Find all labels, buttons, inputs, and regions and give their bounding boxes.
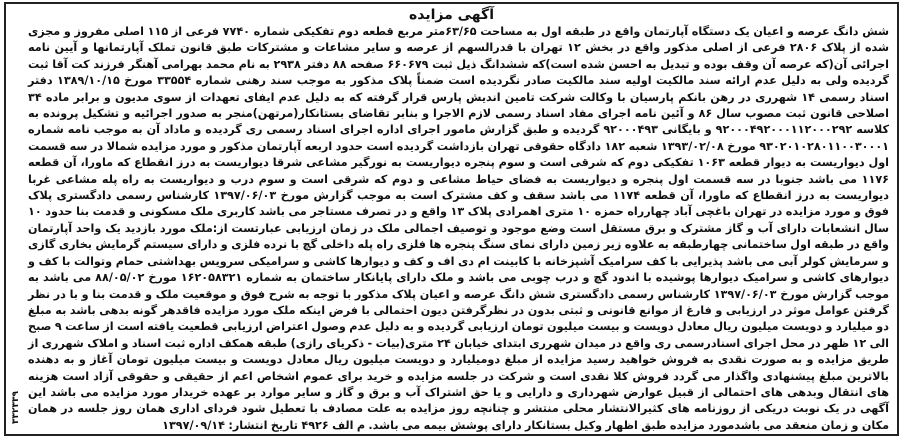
- side-code: ۳۳۲۳۳۹: [11, 391, 21, 424]
- notice-body: شش دانگ عرصه و اعیان یک دستگاه آپارتمان واقع در طبقه اول به مساحت ۶۳/۶۵متر مربع قطعه دوم تفکیکی شماره ۷۷۴۰ فرعی از ۱۱۵ اصلی مفروز و مجزی شده از پلاک ۲۸۰۶ فرعی از اصلی مذکور واقع در بخش ۱۲ تهران با قدرالسهم از عرصه و سایر مشاعات و مشترکات طبق قانون تملک آپارتمانها و آیین نامه اجرائی آن(که عرصه آن وقف بوده و تبدیل به احسن شده است)که ششدانگ ذیل ثبت ۶۶۰۶۷۹ صفحه ۸۸ دفتر ۲۹۳۸ به نام محمد بهرامی آهنگر فرزند کت آقا ثبت گردیده ولی به دلیل عدم ارائه سند مالکیت اولیه سند مالکیت صادر نگردیده است ضمناً پلاک مذکور به موجب سند رهنی شماره ۳۳۵۵۴ مورخ ۱۳۸۹/۱۰/۱۵ دفتر اسناد رسمی ۱۴ شهرری در رهن بانکم پارسیان با وکالت شرکت تامین اندیش پارس قرار گرفته که به دلیل عدم ایفای تعهدات از سوی مدیون و برابر ماده ۳۴ اصلاحی قانون ثبت مصوب سال ۸۶ و آئین نامه اجرای مفاد اسناد رسمی لازم الاجرا و بنابر تقاضای بستانکار(مرتهن)منجر به صدور اجرائیه و تشکیل پرونده به کلاسه ۹۲۰۰۰۴۹۲۰۰۰۱۱۲۰۰۰۲۹۲ و بایگانی ۹۲۰۰۰۴۹۳ گردیده و طبق گزارش مامور اجرای اداره اجرای اسناد رسمی ری گردیده و ماداد آن به موجب نامه شماره ۹۳۰۲۰۱۰۲۸۰۱۱۰۰۳۰۰۰۱ مورخ ۱۳۹۳/۰۲/۰۸ شعبه ۱۸۲ دادگاه حقوقی تهران بازداشت گردیده است حدود اربعه آپارتمان مذکور و مورد مزایده شمالا در سه قسمت اول دیواریست به دیوار قطعه ۱۰۶۳ تفکیکی دوم که شرقی است و سوم پنجره دیواریست به نورگیر مشاعی شرقا دیواریست به درز انقطاع که ماورا، آن قطعه ۱۱۷۶ می باشد جنوبا در سه قسمت اول پنجره و دیواریست به فضای حیاط مشاعی و دوم که شرقی است و سوم درب و دیواریست به راه پله مشاعی غربا دیواریست به درز انقطاع که ماورا، آن قطعه ۱۱۷۴ می باشد سقف و کف مشترک است به موجب گزارش مورخ ۱۳۹۷/۰۶/۰۳ کارشناس رسمی دادگستری پلاک فوق و مورد مزایده در تهران باغچی آباد چهارراه حمزه ۱۰ متری اهمرادی پلاک ۱۳ واقع و در تصرف مستاجر می باشد کاربری ملک مسکونی و قدمت بنا حدود ۱۰ سال انشعابات دارای آب و گاز مشترک و برق مستقل است وضع موجود و توصیف اجمالی ملک در زمان ارزیابی عبارتست از:ملک مورد بازدید یک واحد آپارتمان واقع در طبقه اول ساختمانی چهارطبقه به علاوه زیر زمین دارای نمای سنگ پنجره ها فلزی راه پله داخلی گچ با نرده فلزی و دارای سیستم گرمایش بخاری گازی و سرمایش کولر آبی می باشد پذیرایی با کف سرامیک آشپزخانه با کابینت ام دی اف و کف و دیوارها کاشی و سرامیکی سرویس بهداشتی حمام وتوالت با کف و دیوارهای کاشی و سرامیک دیوارها پوشیده با اندود گچ و درب چوبی می باشد و ملک دارای پایانکار ساختمان به شماره ۱۶۲۰۵۸۳۲۱ مورخ ۸۸/۰۵/۰۲ می باشد به موجب گزارش مورخ ۱۳۹۷/۰۶/۰۳ کارشناس رسمی دادگستری شش دانگ عرصه و اعیان پلاک مذکور با توجه به شرح فوق و موقعیت ملک و قدمت بنا و با در نظر گرفتن عوامل موثر در ارزیابی و فارغ از موانع قانونی و ثبتی بدون در نظرگرفتن دیون احتمالی با فرض اینکه ملک مورد مزایده فاقدهر گونه بدهی باشد به مبلغ دو میلیارد و دویست میلیون ریال معادل دویست و بیست میلیون تومان ارزیابی گردیده و به دلیل عدم وصول اعتراض ارزیابی قطعیت یافته است از ساعت ۹ صبح الی ۱۲ ظهر در محل اجرای اسنادرسمی ری واقع در میدان شهرری ابتدای خیابان ۲۴ متری(بیات - ذکریای رازی) طبقه همکف اداره ثبت اسناد و املاک شهرری از طریق مزایده و به صورت نقدی به فروش خواهید رسید مزایده از مبلغ دومیلیارد و دویست میلیون ریال معادل دویست و بیست میلیون تومان آغاز و به دهنده بالاترین مبلغ پیشنهادی واگذار می گردد فروش کلا نقدی است و شرکت در جلسه مزایده و خرید برای عموم اشخاص اعم از حقیقی و حقوقی آزاد است هزینه های انتقال وبدهی های احتمالی از قبیل عوارض شهرداری و دارایی و یا حق اشتراک آب و برق و گاز و سایر موارد بر عهده خریدار مورد مزایده می باشد این آگهی در یک نوبت دریکی از روزنامه های کثیرالانتشار محلی منتشر و چنانچه روز مزایده به علت مصادف با تعطیل شود فردای اداری همان روز جلسه در همان مکان و زمان منعقد می باشدمورد مزایده طبق اظهار وکیل بستانکار دارای پوشش بیمه می باشد. م الف ۴۹۲۶ تاریخ انتشار: ۱۳۹۷/۰۹/۱۴: [28, 25, 890, 432]
- notice-title: آگهی مزایده: [408, 7, 494, 23]
- auction-notice: [4, 2, 899, 436]
